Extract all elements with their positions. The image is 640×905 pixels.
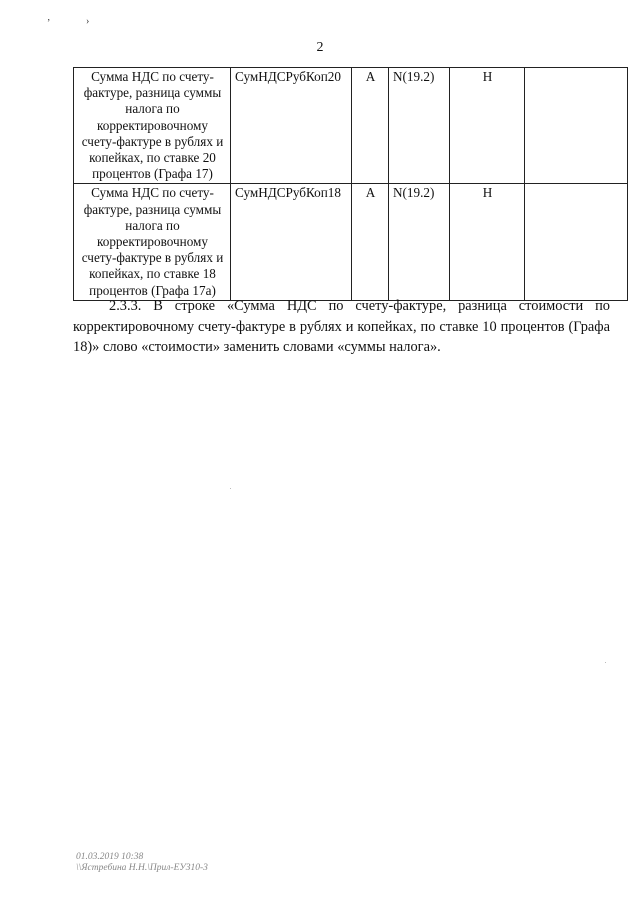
footer-file-note: 01.03.2019 10:38 \\Ястребина Н.Н.\Прил-ЕУЗ10-3 (76, 852, 208, 873)
scan-mark: ’ (47, 18, 51, 29)
scan-speck (605, 662, 606, 663)
scan-speck (230, 488, 231, 489)
amendment-paragraph: 2.3.3. В строке «Сумма НДС по счету-фактуре, разница стоимости по корректировочному счету-фактуре в рублях и копейках, по ставке 10 процентов (Графа 18)» слово «стоимости» заменить словами «суммы налога». (73, 298, 610, 355)
cell-element-extra (525, 184, 628, 300)
scan-mark: › (86, 16, 90, 27)
cell-element-name: Сумма НДС по счету- фактуре, разница суммы налога по корректировочному счету-фактуре в рублях и копейках, по ставке 18 процентов (Графа 17а) (74, 184, 231, 300)
cell-element-code: СумНДСРубКоп18 (231, 184, 352, 300)
cell-element-type: А (352, 184, 389, 300)
page-number: 2 (316, 40, 324, 55)
requirements-table (73, 67, 628, 301)
cell-element-name: Сумма НДС по счету- фактуре, разница суммы налога по корректировочному счету-фактуре в рублях и копейках, по ставке 20 процентов (Графа 17) (74, 68, 231, 184)
table-row (74, 184, 628, 300)
table-row (74, 68, 628, 184)
cell-element-code: СумНДСРубКоп20 (231, 68, 352, 184)
cell-element-format: N(19.2) (389, 68, 450, 184)
cell-element-extra (525, 68, 628, 184)
cell-element-format: N(19.2) (389, 184, 450, 300)
cell-element-required: Н (450, 184, 525, 300)
cell-element-type: А (352, 68, 389, 184)
cell-element-required: Н (450, 68, 525, 184)
